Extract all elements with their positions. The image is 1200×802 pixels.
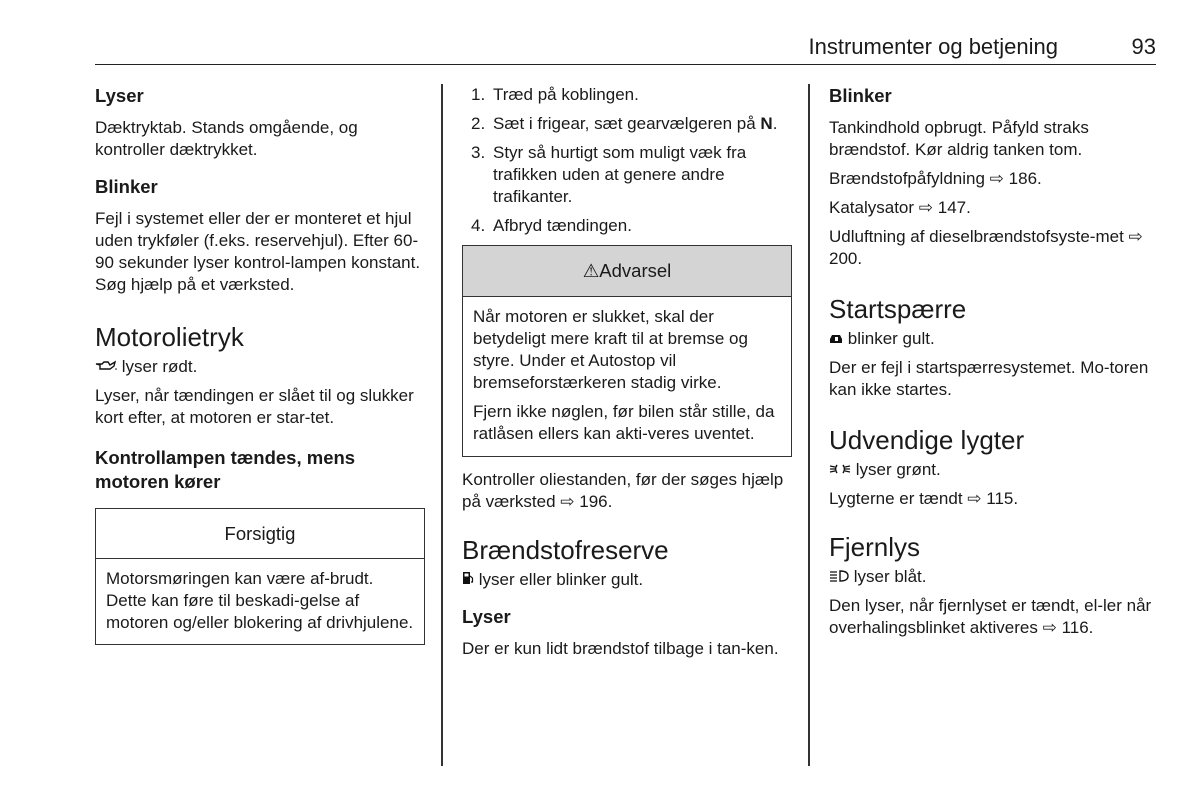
paragraph: Den lyser, når fjernlyset er tændt, el-ler når overhalingsblinket aktiveres ⇨ 116. (829, 596, 1152, 637)
paragraph: Der er fejl i startspærresystemet. Mo-toren kan ikke startes. (829, 358, 1149, 399)
warning-box (462, 245, 792, 457)
warning-text: Når motoren er slukket, skal der betydeligt mere kraft til at bremse og styre. Under et Autostop vil bremseforstærkeren stadig virke. (473, 307, 748, 392)
section-heading: Blinker (829, 85, 892, 106)
paragraph: Katalysator ⇨ 147. (829, 198, 971, 217)
indicator-text: lyser grønt. (855, 460, 941, 479)
list-item: 2. Sæt i frigear, sæt gearvælgeren på N. (471, 114, 778, 133)
oil-pressure-icon (95, 356, 117, 378)
column-1 (95, 84, 425, 645)
sub-heading: Kontrollampen tændes, mens motoren kører (95, 447, 356, 492)
page-reference: 200. (829, 249, 863, 268)
indicator-text: lyser rødt. (121, 357, 198, 376)
side-lights-icon (829, 459, 851, 481)
paragraph: Lyser, når tændingen er slået til og slukker kort efter, at motoren er star-tet. (95, 386, 414, 427)
reference-arrow-icon: ⇨ (989, 169, 1004, 188)
indicator-line (829, 566, 1159, 588)
section-heading: Blinker (95, 176, 158, 197)
column-3 (829, 84, 1159, 646)
column-divider (441, 84, 443, 766)
page-reference: 116. (1061, 618, 1094, 637)
paragraph: Udluftning af dieselbrændstofsyste-met ⇨ 200. (829, 227, 1143, 268)
reference-arrow-icon: ⇨ (967, 489, 982, 508)
column-divider (808, 84, 810, 766)
indicator-line (829, 459, 1159, 481)
page-reference: 186. (1008, 169, 1042, 188)
section-heading: Lyser (95, 85, 144, 106)
fuel-pump-icon (462, 569, 474, 591)
indicator-text: lyser eller blinker gult. (478, 570, 644, 589)
paragraph: Fejl i systemet eller der er monteret et hjul uden trykføler (f.eks. reservehjul). Efter 60-90 sekunder lyser kontrol-lampen konstant. Søg hjælp på et værksted. (95, 209, 421, 294)
page-reference: 147. (937, 198, 971, 217)
steps-list (462, 84, 792, 237)
section-title: Fjernlys (829, 532, 921, 562)
warning-title: Advarsel (599, 260, 672, 281)
column-2 (462, 84, 792, 667)
reference-arrow-icon: ⇨ (560, 492, 575, 511)
indicator-line (95, 356, 425, 378)
paragraph: Dæktryktab. Stands omgående, og kontroller dæktrykket. (95, 118, 358, 159)
reference-arrow-icon: ⇨ (1128, 227, 1143, 246)
reference-arrow-icon: ⇨ (1042, 618, 1057, 637)
section-title: Udvendige lygter (829, 425, 1025, 455)
caution-box (95, 508, 425, 645)
paragraph: Der er kun lidt brændstof tilbage i tan-ken. (462, 639, 779, 658)
list-item: 4. Afbryd tændingen. (471, 216, 632, 235)
list-item: 3. Styr så hurtigt som muligt væk fra trafikken uden at genere andre trafikanter. (471, 143, 747, 206)
section-title: Brændstofreserve (462, 535, 669, 565)
paragraph: Kontroller oliestanden, før der søges hjælp på værksted ⇨ 196. (462, 470, 784, 511)
page-reference: 115. (986, 489, 1019, 508)
page-header (95, 32, 1156, 65)
indicator-line (829, 328, 1159, 350)
section-title: Motorolietryk (95, 322, 244, 352)
paragraph: Lygterne er tændt ⇨ 115. (829, 489, 1019, 508)
indicator-line (462, 569, 792, 591)
high-beam-icon (829, 566, 849, 588)
paragraph: Tankindhold opbrugt. Påfyld straks brændstof. Kør aldrig tanken tom. (829, 118, 1089, 159)
warning-text: Fjern ikke nøglen, før bilen står stille, da ratlåsen ellers kan akti-veres uventet. (473, 402, 775, 443)
page-title: Instrumenter og betjening (808, 34, 1058, 59)
caution-title: Forsigtig (96, 509, 424, 559)
immobilizer-icon (829, 328, 843, 350)
section-title: Startspærre (829, 294, 967, 324)
caution-text: Motorsmøringen kan være af-brudt. Dette kan føre til beskadi-gelse af motoren og/eller blokering af drivhjulene. (106, 569, 414, 632)
reference-arrow-icon: ⇨ (918, 198, 934, 217)
indicator-text: blinker gult. (847, 329, 935, 348)
list-item: 1. Træd på koblingen. (471, 85, 639, 104)
warning-header (463, 246, 791, 297)
indicator-text: lyser blåt. (853, 567, 927, 586)
section-heading: Lyser (462, 606, 511, 627)
page-number: 93 (1131, 34, 1156, 59)
paragraph: Brændstofpåfyldning ⇨ 186. (829, 169, 1042, 188)
page-reference: 196. (579, 492, 613, 511)
warning-icon: ⚠ (582, 260, 600, 281)
